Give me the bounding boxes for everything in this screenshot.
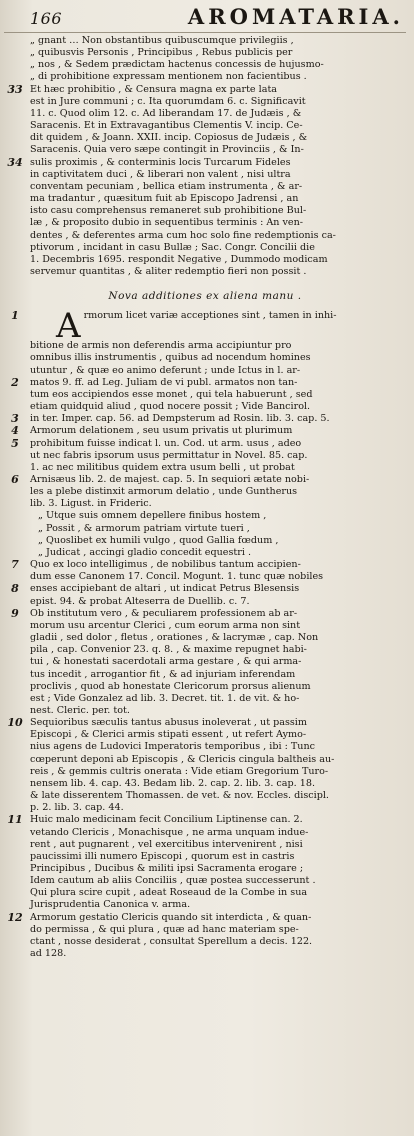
line-text: etiam quidquid aliud , quod nocere possit ; Vide Bancirol. <box>30 401 311 413</box>
text-line <box>4 181 406 193</box>
line-text: paucissimi illi numero Episcopi , quorum est in castris <box>30 850 295 862</box>
text-line <box>4 693 406 705</box>
line-text: pila , cap. Convenior 23. q. 8. , & maxime repugnet habi- <box>30 644 307 656</box>
text-line <box>4 875 406 887</box>
text-line <box>4 425 406 437</box>
line-text: vetando Clericis , Monachisque , ne arma unquam indue- <box>30 826 309 838</box>
line-text: rmorum licet variæ acceptiones sint , tamen in inhi- <box>83 310 337 322</box>
line-text: lib. 3. Ligust. in Frideric. <box>30 498 152 510</box>
line-text: sulis proximis , & conterminis locis Turcarum Fideles <box>30 156 291 168</box>
text-line <box>4 193 406 205</box>
paragraph-number: 12 <box>7 911 23 924</box>
line-text: Principibus , Ducibus & militi ipsi Sacramenta erogare ; <box>30 863 304 874</box>
line-text: „ Possit , & armorum patriam virtute tueri , <box>38 522 250 534</box>
text-line <box>4 948 406 960</box>
verse-line <box>4 510 406 522</box>
text-line <box>4 352 406 364</box>
line-text: servemur quantitas , & aliter redemptio fieri non possit . <box>30 265 307 277</box>
line-text: Et hæc prohibitio , & Censura magna ex parte lata <box>30 83 278 95</box>
line-text: Episcopi , & Clerici armis stipati essent , ut refert Aymo- <box>30 729 307 741</box>
section-heading <box>4 290 406 302</box>
line-text: in ter. Imper. cap. 56. ad Dempsterum ad Rosin. lib. 3. cap. 5. <box>30 413 330 425</box>
text-line <box>4 827 406 839</box>
line-text: 1. ac nec militibus quidem extra usum belli , ut probat <box>30 461 295 473</box>
text-line <box>4 754 406 766</box>
line-text: do permissa , & qui plura , quæ ad hanc materiam spe- <box>30 923 299 935</box>
line-text: enses accipiebant de altari , ut indicat Petrus Blesensis <box>30 583 300 595</box>
line-text: Saracenis. Quia vero sæpe contingit in Provinciis , & In- <box>30 144 304 156</box>
text-line <box>4 462 406 474</box>
text-line <box>4 912 406 924</box>
text-line <box>4 242 406 254</box>
line-text: „ di prohibitione expressam mentionem non facientibus . <box>30 71 307 83</box>
line-text: Jurisprudentia Canonica v. arma. <box>30 899 191 911</box>
text-line <box>4 84 406 96</box>
text-line <box>4 132 406 144</box>
line-text: prohibitum fuisse indicat l. un. Cod. ut arm. usus , adeo <box>30 437 302 449</box>
text-line <box>4 608 406 620</box>
text-line <box>4 571 406 583</box>
text-line <box>4 863 406 875</box>
text-line <box>4 669 406 681</box>
text-line <box>4 266 406 278</box>
text-line <box>4 778 406 790</box>
line-text: Huic malo medicinam fecit Concilium Liptinense can. 2. <box>30 814 303 826</box>
line-text: Quo ex loco intelligimus , de nobilibus tantum accipien- <box>30 559 301 571</box>
line-text: bitione de armis non deferendis arma accipiuntur pro <box>30 340 292 352</box>
line-text: epist. 94. & probat Alteserra de Duellib. c. 7. <box>30 595 250 607</box>
line-text: tum eos accipiendos esse monet , qui tela habuerunt , sed <box>30 388 313 400</box>
line-text: proclivis , quod ab honestate Clericorum prorsus alienum <box>30 680 311 692</box>
paragraph-number: 7 <box>11 559 19 572</box>
text-line <box>4 108 406 120</box>
text-line <box>4 899 406 911</box>
text-line <box>4 169 406 181</box>
text-line <box>4 389 406 401</box>
line-text: p. 2. lib. 3. cap. 44. <box>30 802 124 814</box>
line-text: utuntur , & quæ eo animo deferunt ; unde Ictus in l. ar- <box>30 364 301 376</box>
text-line <box>4 620 406 632</box>
line-text: „ Quoslibet ex humili vulgo , quod Gallia fœdum , <box>38 534 279 546</box>
text-line <box>4 741 406 753</box>
text-line <box>4 120 406 132</box>
line-text: „ gnant … Non obstantibus quibuscumque privilegiis , <box>30 35 294 46</box>
line-text: Armorum delationem , seu usum privatis ut plurimum <box>30 425 293 437</box>
drop-cap: A <box>56 310 81 341</box>
text-line <box>4 205 406 217</box>
text-line <box>4 936 406 948</box>
verse-line <box>4 547 406 559</box>
paragraph-number: 34 <box>7 156 23 169</box>
line-text: 1. Decembris 1695. respondit Negative , Dummodo modicam <box>30 253 328 265</box>
text-line <box>4 35 406 47</box>
line-text: dit quidem , & Joann. XXII. incip. Copiosus de Judæis , & <box>30 132 308 144</box>
line-text: isto casu comprehensus remaneret sub prohibitione Bul- <box>30 205 307 217</box>
text-line <box>4 814 406 826</box>
line-text: tui , & honestati sacerdotali arma gestare , & qui arma- <box>30 656 302 668</box>
spacer <box>4 278 406 284</box>
paragraph-number: 4 <box>11 425 19 438</box>
line-text: Arnisæus lib. 2. de majest. cap. 5. In sequiori ætate nobi- <box>30 474 310 485</box>
text-line <box>4 71 406 83</box>
text-line <box>4 96 406 108</box>
line-text: Sequioribus sæculis tantus abusus inoleverat , ut passim <box>30 717 307 729</box>
line-text: nius agens de Ludovici Imperatoris temporibus , ibi : Tunc <box>30 741 316 753</box>
text-line <box>4 583 406 595</box>
line-text: „ quibusvis Personis , Principibus , Rebus publicis per <box>30 47 293 59</box>
text-line <box>4 365 406 377</box>
paragraph-number: 33 <box>7 83 23 96</box>
text-line <box>4 656 406 668</box>
line-text: Nova additiones ex aliena manu . <box>108 290 302 303</box>
text-line <box>4 632 406 644</box>
line-text: ad 128. <box>30 948 67 960</box>
text-line <box>4 401 406 413</box>
text-line <box>4 47 406 59</box>
text-line <box>4 340 406 352</box>
paragraph-number: 5 <box>11 437 19 450</box>
text-line <box>4 717 406 729</box>
line-text: in captivitatem duci , & liberari non valent , nisi ultra <box>30 168 291 180</box>
line-text: „ Judicat , accingi gladio concedit equestri . <box>38 546 251 558</box>
text-line <box>4 254 406 266</box>
line-text: Ob institutum vero , & peculiarem professionem ab ar- <box>30 607 298 619</box>
text-line <box>4 790 406 802</box>
text-line <box>4 413 406 425</box>
line-text: Qui plura scire cupit , adeat Roseaud de la Combe in sua <box>30 887 308 899</box>
line-text: „ nos , & Sedem prædictam hactenus concessis de hujusmo- <box>30 59 324 71</box>
paragraph-number: 10 <box>7 717 23 730</box>
line-text: 11. c. Quod olim 12. c. Ad liberandam 17. de Judæis , & <box>30 107 302 119</box>
line-text: tus incedit , arrogantior fit , & ad injuriam inferendam <box>30 668 296 680</box>
line-text: Saracenis. Et in Extravagantibus Clementis V. incip. Ce- <box>30 120 303 132</box>
line-text: ut nec fabris ipsorum usus permittatur in Novel. 85. cap. <box>30 449 308 461</box>
text-line <box>4 839 406 851</box>
text-line <box>4 498 406 510</box>
paragraph-number: 1 <box>11 310 19 323</box>
paragraph-number: 9 <box>11 607 19 620</box>
line-text: est in Jure communi ; c. Ita quorumdam 6. c. Significavit <box>30 95 306 107</box>
text-line <box>4 802 406 814</box>
text-line <box>4 851 406 863</box>
line-text: reis , & gemmis cultris onerata : Vide etiam Gregorium Turo- <box>30 765 329 777</box>
text-line <box>4 486 406 498</box>
text-line <box>4 705 406 717</box>
line-text: nensem lib. 4. cap. 43. Bedam lib. 2. cap. 2. lib. 3. cap. 18. <box>30 777 316 789</box>
text-line <box>4 310 406 340</box>
line-text: les a plebe distinxit armorum delatio , unde Guntherus <box>30 486 298 498</box>
paragraph-number: 11 <box>7 814 23 827</box>
text-line <box>4 438 406 450</box>
line-text: & late disserentem Thomassen. de vet. & nov. Eccles. discipl. <box>30 790 329 802</box>
paragraph-number: 2 <box>11 376 19 389</box>
verse-line <box>4 535 406 547</box>
text-line <box>4 230 406 242</box>
body-text <box>4 35 406 960</box>
line-text: cœperunt deponi ab Episcopis , & Clericis cingula baltheis au- <box>30 753 335 765</box>
line-text: dum esse Canonem 17. Concil. Mogunt. 1. tunc quæ nobiles <box>30 571 324 583</box>
text-line <box>4 681 406 693</box>
text-line <box>4 596 406 608</box>
text-line <box>4 450 406 462</box>
page-number: 166 <box>30 9 63 28</box>
text-line <box>4 644 406 656</box>
text-line <box>4 729 406 741</box>
paragraph-number: 8 <box>11 583 19 596</box>
text-line <box>4 887 406 899</box>
text-line <box>4 474 406 486</box>
paragraph-number: 6 <box>11 474 19 486</box>
text-line <box>4 559 406 571</box>
paragraph-number: 3 <box>11 413 19 426</box>
line-text: rent , aut pugnarent , vel exercitibus intervenirent , nisi <box>30 838 303 850</box>
line-text: ma tradantur , quæsitum fuit ab Episcopo Jadrensi , an <box>30 193 299 205</box>
line-text: morum usu arcentur Clerici , cum eorum arma non sint <box>30 619 301 631</box>
line-text: omnibus illis instrumentis , quibus ad nocendum homines <box>30 352 311 364</box>
line-text: nest. Cleric. per. tot. <box>30 704 130 716</box>
line-text: matos 9. ff. ad Leg. Juliam de vi publ. armatos non tan- <box>30 376 298 388</box>
line-text: Armorum gestatio Clericis quando sit interdicta , & quan- <box>30 911 312 923</box>
verse-line <box>4 523 406 535</box>
text-line <box>4 766 406 778</box>
line-text: ctant , nosse desiderat , consultat Sperellum a decis. 122. <box>30 935 313 947</box>
line-text: Idem cautum ab aliis Conciliis , quæ postea successerunt . <box>30 875 316 887</box>
line-text: „ Utque suis omnem depellere finibus hostem , <box>38 510 267 522</box>
line-text: est ; Vide Gonzalez ad lib. 3. Decret. tit. 1. de vit. & ho- <box>30 692 300 704</box>
text-line <box>4 157 406 169</box>
text-line <box>4 217 406 229</box>
line-text: ptivorum , incidant in casu Bullæ ; Sac. Congr. Concilii die <box>30 241 315 253</box>
line-text: dentes , & deferentes arma cum hoc solo fine redemptionis ca- <box>30 229 336 241</box>
page-header <box>4 4 406 33</box>
line-text: conventam pecuniam , bellica etiam instrumenta , & ar- <box>30 180 303 192</box>
line-text: læ , & proposito dubio in sequentibus terminis : An ven- <box>30 217 304 229</box>
text-line <box>4 924 406 936</box>
text-line <box>4 59 406 71</box>
running-head: AROMATARIA. <box>187 4 404 29</box>
text-line <box>4 377 406 389</box>
line-text: gladii , sed dolor , fletus , orationes , & lacrymæ , cap. Non <box>30 632 319 644</box>
text-line <box>4 144 406 156</box>
